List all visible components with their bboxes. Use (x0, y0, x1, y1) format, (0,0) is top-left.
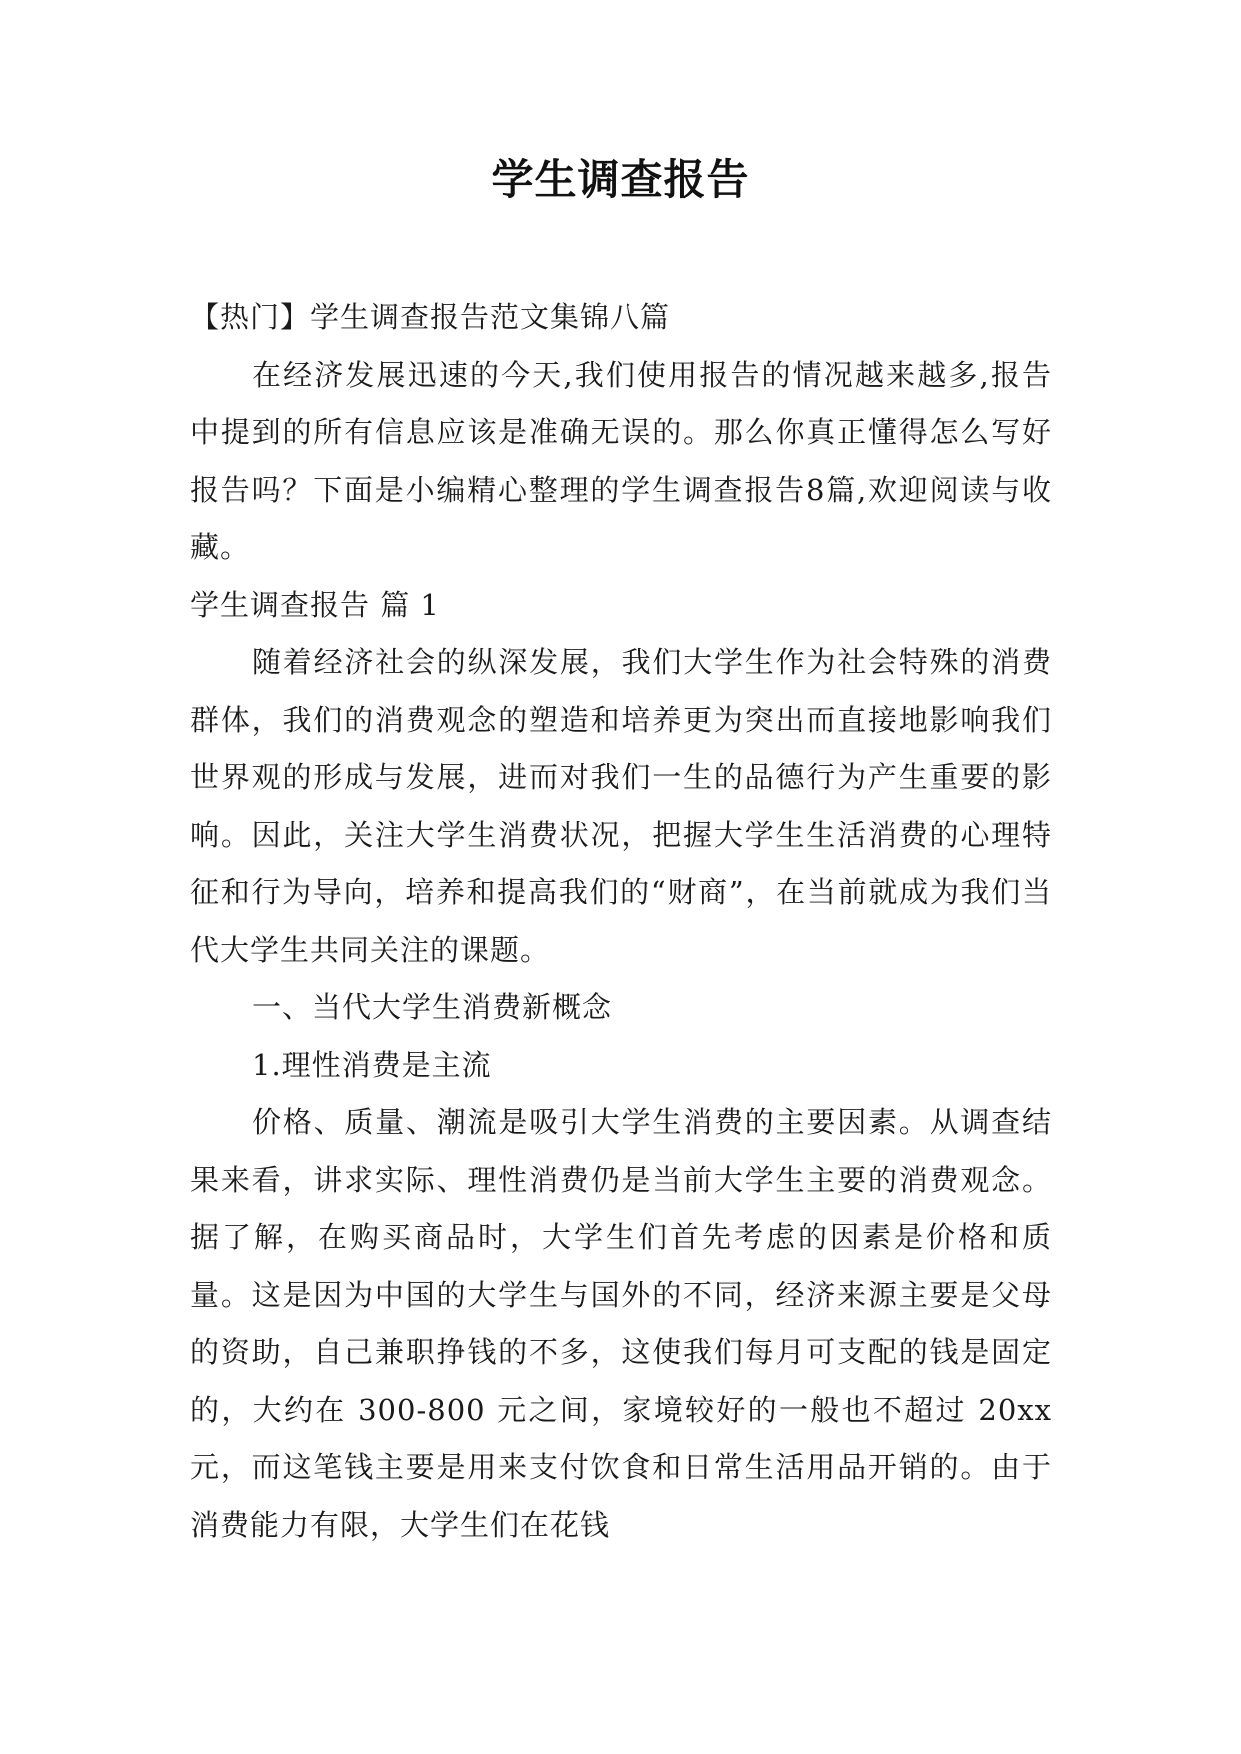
intro-paragraph: 在经济发展迅速的今天,我们使用报告的情况越来越多,报告中提到的所有信息应该是准确无误的。那么你真正懂得怎么写好报告吗？下面是小编精心整理的学生调查报告8篇,欢迎阅读与收藏。 (190, 357, 1052, 564)
body-paragraph: 价格、质量、潮流是吸引大学生消费的主要因素。从调查结果来看，讲求实际、理性消费仍是当前大学生主要的消费观念。据了解，在购买商品时，大学生们首先考虑的因素是价格和质量。这是因为中国的大学生与国外的不同，经济来源主要是父母的资助，自己兼职挣钱的不多，这使我们每月可支配的钱是固定的，大约在 300-800 元之间，家境较好的一般也不超过 20xx 元，而这笔钱主要是用来支付饮食和日常生活用品开销的。由于消费能力有限，大学生们在花钱 (190, 1105, 1052, 1542)
document-body (190, 289, 1052, 1554)
subsection-heading: 一、当代大学生消费新概念 (252, 990, 613, 1024)
body-paragraph: 随着经济社会的纵深发展，我们大学生作为社会特殊的消费群体，我们的消费观念的塑造和培养更为突出而直接地影响我们世界观的形成与发展，进而对我们一生的品德行为产生重要的影响。因此，关注大学生消费状况，把握大学生生活消费的心理特征和行为导向，培养和提高我们的“财商”，在当前就成为我们当代大学生共同关注的课题。 (190, 645, 1052, 967)
document-title: 学生调查报告 (491, 155, 750, 204)
intro-heading: 【热门】学生调查报告范文集锦八篇 (190, 300, 671, 334)
subsection-item: 1.理性消费是主流 (252, 1047, 492, 1082)
section-heading-1: 学生调查报告 篇 1 (190, 587, 440, 622)
